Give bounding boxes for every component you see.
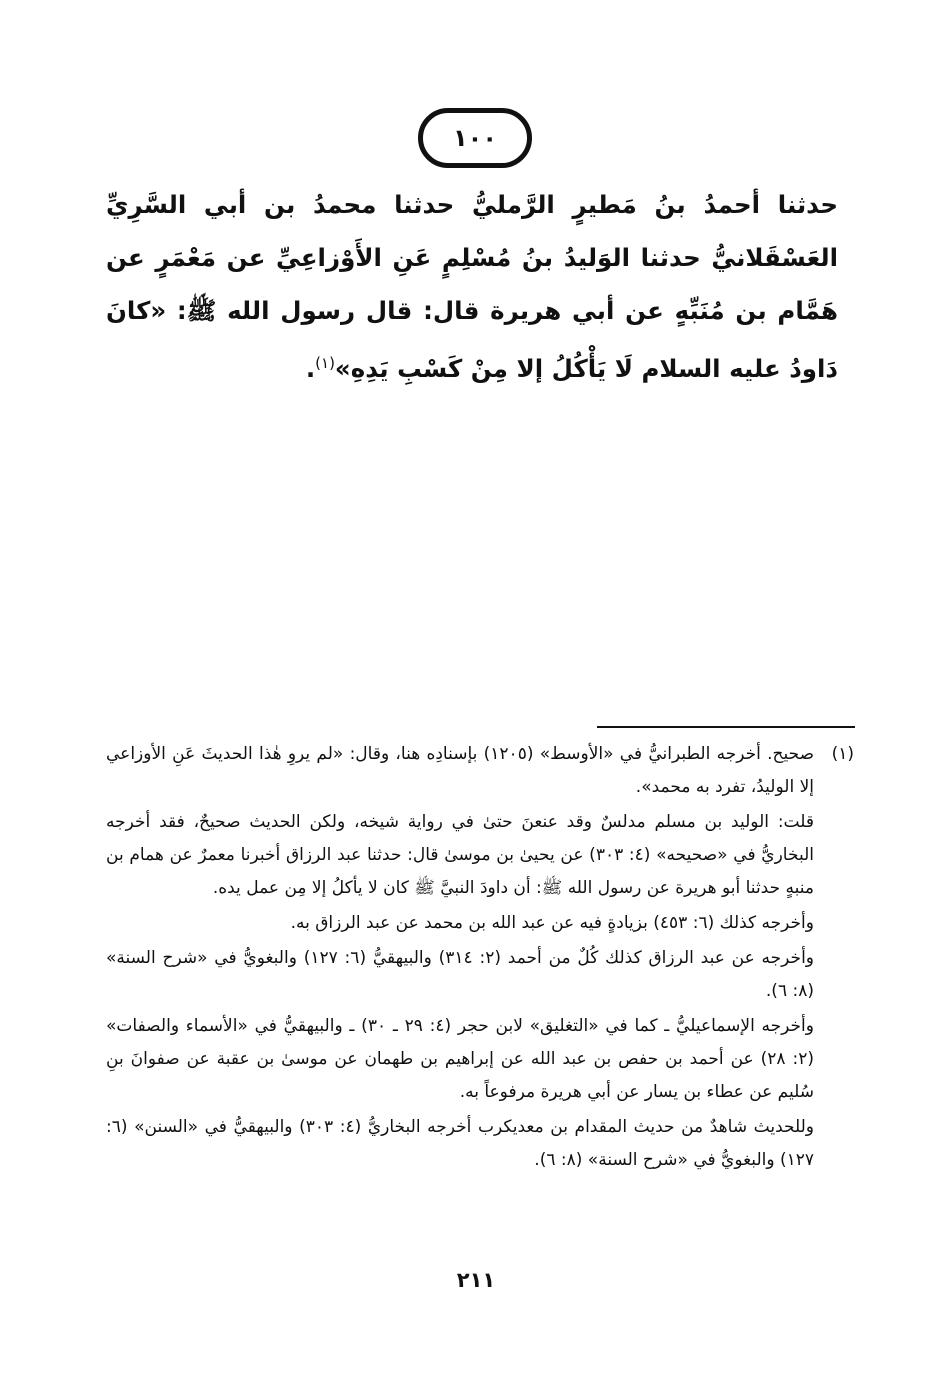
hadith-number: ١٠٠ [453,124,497,152]
footnote-paragraph: قلت: الوليد بن مسلم مدلسٌ وقد عنعنَ حتىٰ في رواية شيخه، ولكن الحديث صحيحٌ، فقد أخرجه البخاريُّ في «صحيحه» (٤: ٣٠٣) عن يحيىٰ بن موسىٰ قال: حدثنا عبد الرزاق أخبرنا معمرٌ عن همام بن منبهٍ حدثنا أبو هريرة عن رسول الله ﷺ: أن داودَ النبيَّ ﷺ كان لا يأكلُ إلا مِن عمل يده. [106,812,814,898]
footnote-marker: (١) [831,744,854,764]
footnote-reference: (١) [315,354,335,372]
footnote-body [106,738,814,1179]
hadith-text [106,178,838,395]
hadith-end-mark: . [305,354,316,384]
footnote-separator [597,726,855,728]
footnote-paragraph: وأخرجه عن عبد الرزاق كذلك كُلٌ من أحمد (٢: ٣١٤) والبيهقيُّ (٦: ١٢٧) والبغويُّ في «شرح السنة» (٨: ٦). [106,948,814,1001]
footnote-paragraph: وللحديث شاهدٌ من حديث المقدام بن معديكرب أخرجه البخاريُّ (٤: ٣٠٣) والبيهقيُّ في «السنن» (٦: ١٢٧) والبغويُّ في «شرح السنة» (٨: ٦). [106,1117,814,1170]
footnotes [106,738,854,1179]
footnote-paragraph: وأخرجه كذلك (٦: ٤٥٣) بزيادةٍ فيه عن عبد الله بن محمد عن عبد الرزاق به. [290,913,814,933]
page-number: ٢١١ [456,1268,496,1292]
footnote-paragraph: وأخرجه الإسماعيليُّ ـ كما في «التغليق» لابن حجر (٤: ٢٩ ـ ٣٠) ـ والبيهقيُّ في «الأسماء والصفات» (٢: ٢٨) عن أحمد بن حفص بن عبد الله عن إبراهيم بن طهمان عن موسىٰ بن عقبة عن صفوانَ بنِ سُليم عن عطاء بن يسار عن أبي هريرة مرفوعاً به. [106,1016,815,1102]
footnote-paragraph: صحيح. أخرجه الطبرانيُّ في «الأوسط» (١٢٠٥) بإسنادِه هنا، وقال: «لم يروِ هٰذا الحديثَ عَنِ الأوزاعي إلا الوليدُ، تفرد به محمد». [106,744,815,797]
hadith-body: حدثنا أحمدُ بنُ مَطيرٍ الرَّمليُّ حدثنا محمدُ بن أبي السَّرِيِّ العَسْقَلانيُّ حدثنا الوَليدُ بنُ مُسْلِمٍ عَنِ الأَوْزاعِيِّ عن مَعْمَرٍ عن هَمَّام بن مُنَبِّهٍ عن أبي هريرة قال: قال رسول الله ﷺ: «كانَ دَاودُ عليه السلام لَا يَأْكُلُ إلا مِنْ كَسْبِ يَدِهِ» [106,190,838,384]
footnote-1 [106,738,854,1179]
hadith-number-badge [418,108,532,168]
